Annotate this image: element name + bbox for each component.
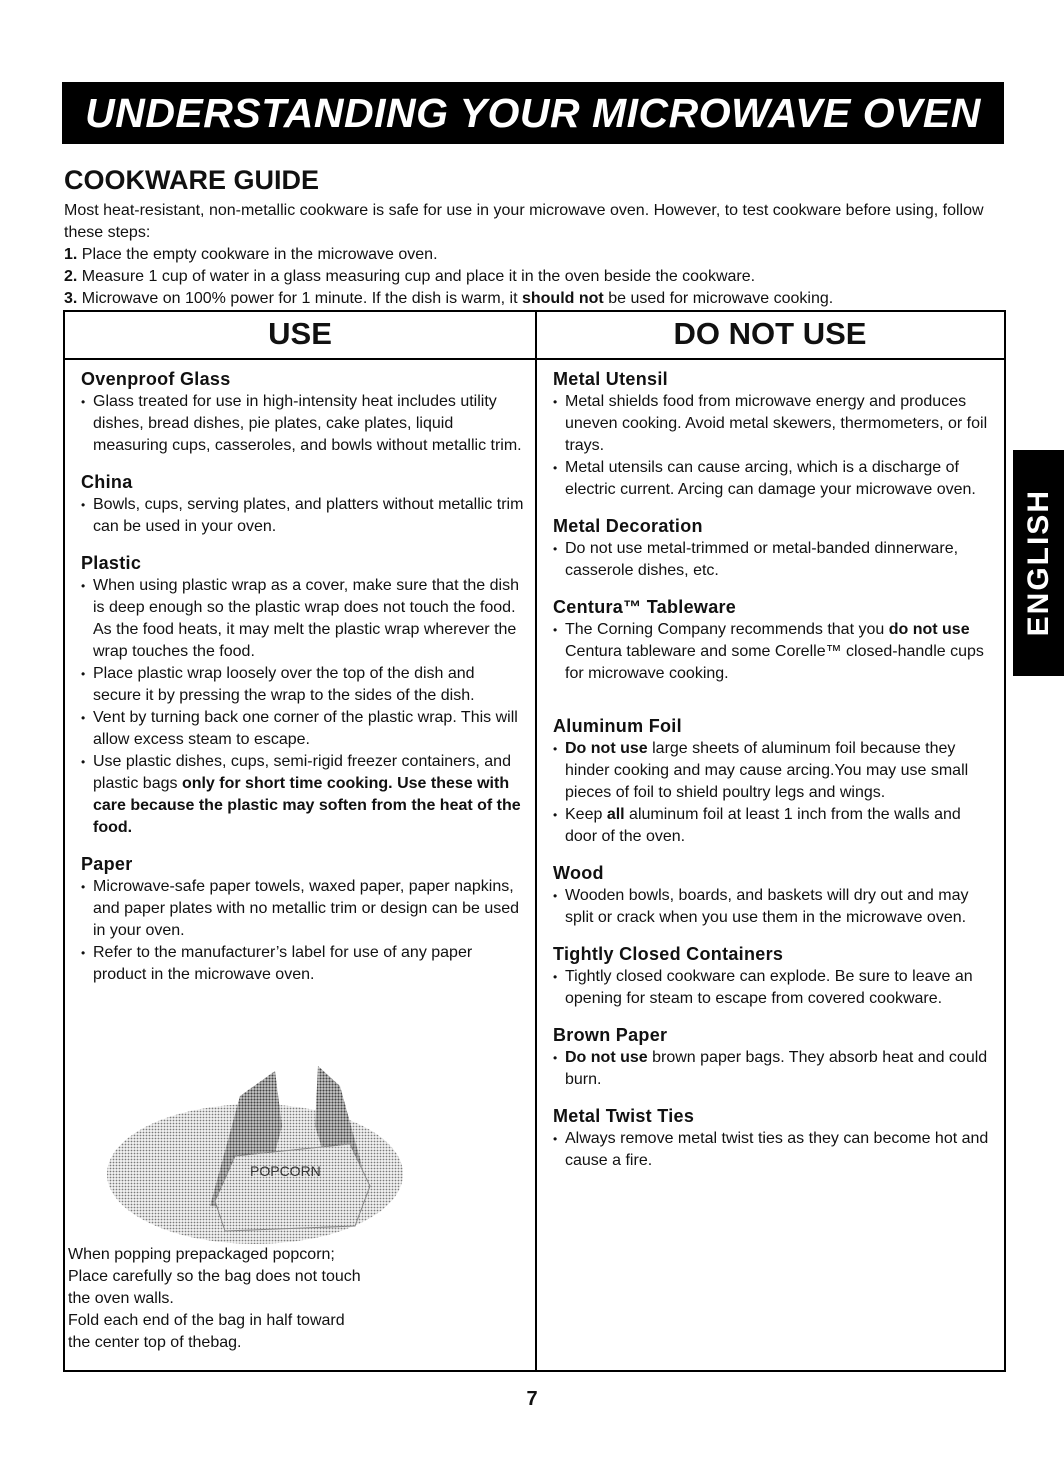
step-text: Microwave on 100% power for 1 minute. If the dish is warm, it [81, 290, 522, 307]
list-item: • Do not use metal-trimmed or metal-banded dinnerware, casserole dishes, etc. [553, 538, 993, 582]
do-not-use-heading: DO NOT USE [673, 316, 867, 351]
header-rule [65, 358, 1004, 360]
caption-line: When popping prepackaged popcorn; [68, 1246, 335, 1263]
intro-block [64, 200, 1004, 310]
category-title: Tightly Closed Containers [553, 944, 784, 964]
bag-body [215, 1144, 370, 1231]
category-title: Paper [81, 854, 133, 874]
item-text: large sheets of aluminum foil because they hinder cooking and may cause arcing.You may use small pieces of foil to shield poultry legs and wings. [565, 740, 969, 801]
list-item: • Wooden bowls, boards, and baskets will dry out and may split or crack when you use them in the microwave oven. [553, 885, 993, 929]
section-title: COOKWARE GUIDE [64, 165, 320, 195]
step-1 [64, 244, 1004, 266]
popcorn-bag-illustration [100, 1056, 410, 1251]
language-label: ENGLISH [1021, 489, 1055, 637]
column-divider [535, 312, 537, 1370]
step-text: Place the empty cookware in the microwave oven. [81, 246, 438, 263]
step-text: Measure 1 cup of water in a glass measuring cup and place it in the oven beside the cookware. [81, 268, 756, 285]
popcorn-bag-label: POPCORN [250, 1163, 321, 1179]
category-plastic [81, 552, 526, 839]
list-item [553, 738, 993, 804]
list-item [81, 751, 526, 839]
step-number: 2. [64, 268, 78, 285]
banner-title: UNDERSTANDING YOUR MICROWAVE OVEN [85, 89, 981, 136]
popcorn-caption [68, 1244, 428, 1354]
item-text-bold: Do not use [565, 1049, 648, 1066]
intro-text: Most heat-resistant, non-metallic cookware is safe for use in your microwave oven. However, to test cookware before using, follow these steps: [64, 202, 984, 241]
category-title: Wood [553, 863, 604, 883]
caption-line: Fold each end of the bag in half toward [68, 1312, 345, 1329]
category-wood [553, 862, 993, 929]
category-title: Centura™ Tableware [553, 597, 737, 617]
category-title: Metal Twist Ties [553, 1106, 695, 1126]
category-title: China [81, 472, 133, 492]
item-text: Keep [565, 806, 607, 823]
list-item: • Glass treated for use in high-intensity heat includes utility dishes, bread dishes, pie plates, cake plates, liquid measuring cups, casseroles, and bowls without metallic trim. [81, 391, 526, 457]
item-text: The Corning Company recommends that you [565, 621, 889, 638]
category-paper [81, 853, 526, 986]
caption-line: the oven walls. [68, 1290, 174, 1307]
list-item: • Metal utensils can cause arcing, which is a discharge of electric current. Arcing can damage your microwave oven. [553, 457, 993, 501]
category-centura-tableware [553, 596, 993, 685]
category-metal-decoration [553, 515, 993, 582]
category-metal-utensil [553, 368, 993, 501]
step-3 [64, 288, 1004, 310]
item-text-bold: only for short time cooking. Use these with care because the plastic may soften from the heat of the food. [93, 775, 521, 836]
list-item: • When using plastic wrap as a cover, make sure that the dish is deep enough so the plastic wrap does not touch the food. As the food heats, it may melt the plastic wrap wherever the wrap touches the food. [81, 575, 526, 663]
use-column [81, 368, 526, 1000]
item-text-bold: all [606, 806, 625, 823]
category-title: Plastic [81, 553, 142, 573]
category-title: Metal Decoration [553, 516, 703, 536]
step-text-bold: should not [521, 290, 604, 307]
list-item: • Always remove metal twist ties as they can become hot and cause a fire. [553, 1128, 993, 1172]
step-text: be used for microwave cooking. [603, 290, 834, 307]
step-number: 1. [64, 246, 78, 263]
list-item [553, 804, 993, 848]
list-item: • Bowls, cups, serving plates, and platters without metallic trim can be used in your oven. [81, 494, 526, 538]
category-title: Metal Utensil [553, 369, 668, 389]
caption-line: the center top of thebag. [68, 1334, 242, 1351]
category-metal-twist-ties [553, 1105, 993, 1172]
item-text-bold: do not use [888, 621, 970, 638]
list-item: • Metal shields food from microwave energy and produces uneven cooking. Avoid metal skewers, thermometers, or foil trays. [553, 391, 993, 457]
item-text: Use plastic dishes, cups, semi-rigid freezer containers, and plastic bags [93, 753, 511, 792]
step-number: 3. [64, 290, 78, 307]
step-2 [64, 266, 1004, 288]
list-item: • Tightly closed cookware can explode. Be sure to leave an opening for steam to escape from covered cookware. [553, 966, 993, 1010]
category-tightly-closed-containers [553, 943, 993, 1010]
use-heading: USE [268, 316, 332, 351]
category-ovenproof-glass [81, 368, 526, 457]
category-brown-paper [553, 1024, 993, 1091]
do-not-use-column [553, 368, 993, 1186]
list-item [553, 1047, 993, 1091]
list-item [553, 619, 993, 685]
category-aluminum-foil [553, 715, 993, 848]
title-banner [62, 82, 1004, 144]
language-tab [1013, 450, 1064, 676]
item-text-bold: Do not use [565, 740, 648, 757]
item-text: Centura tableware and some Corelle™ closed-handle cups for microwave cooking. [565, 643, 984, 682]
list-item: • Place plastic wrap loosely over the top of the dish and secure it by pressing the wrap to the sides of the dish. [81, 663, 526, 707]
caption-line: Place carefully so the bag does not touch [68, 1268, 361, 1285]
item-text: brown paper bags. They absorb heat and could burn. [565, 1049, 988, 1088]
category-title: Brown Paper [553, 1025, 668, 1045]
item-text: aluminum foil at least 1 inch from the walls and door of the oven. [565, 806, 961, 845]
category-china [81, 471, 526, 538]
list-item: • Microwave-safe paper towels, waxed paper, paper napkins, and paper plates with no metallic trim or design can be used in your oven. [81, 876, 526, 942]
list-item: • Vent by turning back one corner of the plastic wrap. This will allow excess steam to escape. [81, 707, 526, 751]
list-item: • Refer to the manufacturer’s label for use of any paper product in the microwave oven. [81, 942, 526, 986]
page-number: 7 [526, 1388, 538, 1410]
category-title: Aluminum Foil [553, 716, 682, 736]
category-title: Ovenproof Glass [81, 369, 231, 389]
